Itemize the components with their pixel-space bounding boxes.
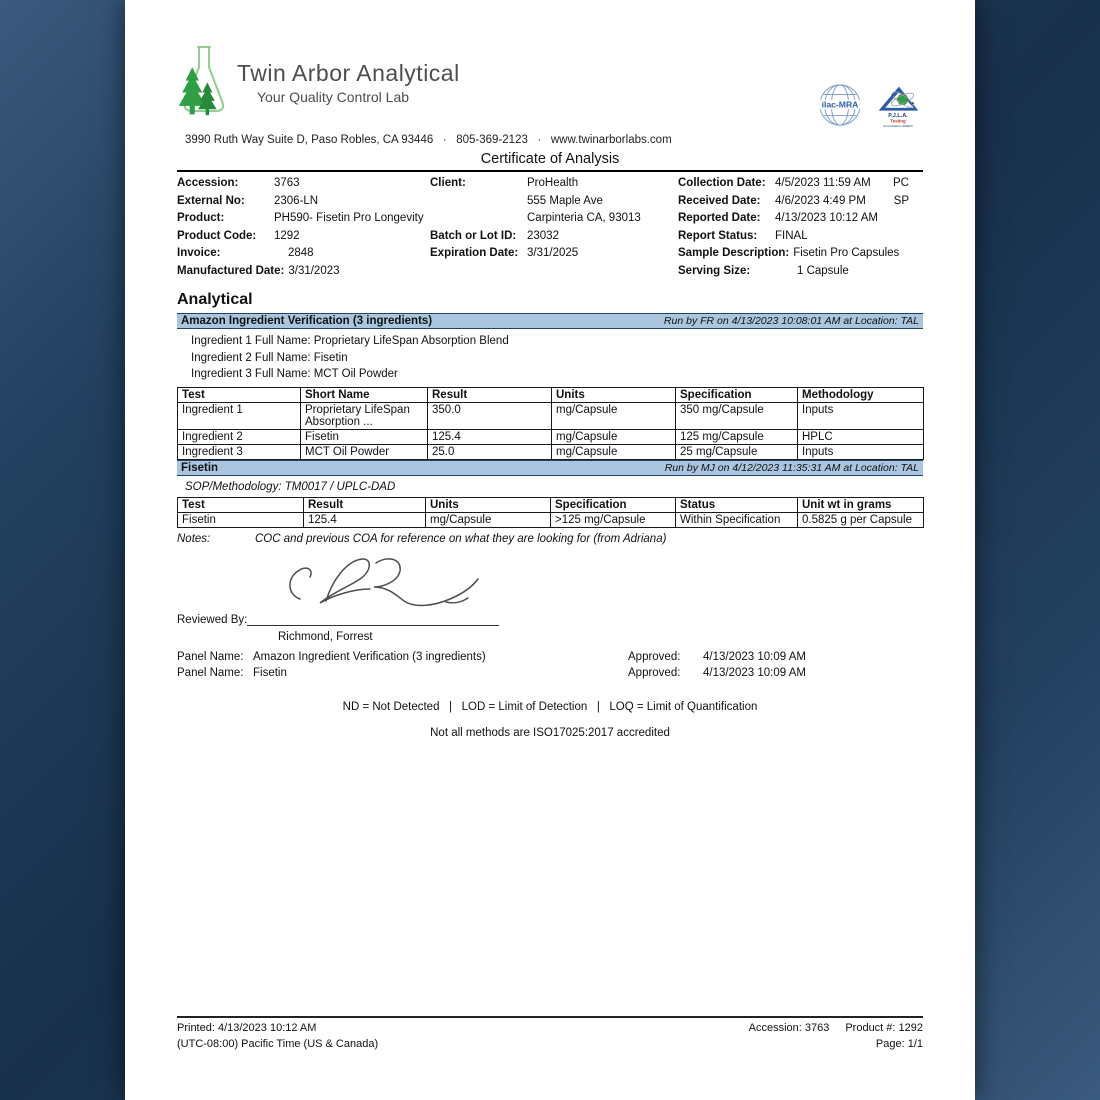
info-value: 4/13/2023 10:12 AM (775, 212, 878, 224)
cell: mg/Capsule (552, 429, 676, 444)
section-title: Amazon Ingredient Verification (3 ingredients) (181, 315, 433, 327)
info-label: External No: (177, 194, 245, 207)
company-name: Twin Arbor Analytical (237, 60, 460, 86)
info-row (678, 263, 925, 281)
info-column-2 (430, 175, 678, 280)
cell: mg/Capsule (426, 512, 551, 527)
lab-address: 3990 Ruth Way Suite D, Paso Robles, CA 93446 · 805-369-2123 · www.twinarborlabs.com (185, 134, 672, 146)
info-row (430, 193, 678, 211)
column-header: Specification (551, 497, 676, 512)
printed-timestamp: Printed: 4/13/2023 10:12 AM (177, 1022, 317, 1034)
info-label: Product Code: (177, 229, 257, 242)
info-row (177, 263, 430, 281)
cell: mg/Capsule (552, 402, 676, 429)
reviewed-by-label: Reviewed By: (177, 613, 248, 626)
ingredient-verification-table (177, 387, 924, 460)
cell: 125.4 (304, 512, 426, 527)
column-header: Specification (676, 387, 798, 402)
info-row (430, 245, 678, 263)
footer-page-number: Page: 1/1 (875, 1037, 923, 1050)
cell: MCT Oil Powder (301, 444, 428, 459)
ilac-mra-logo-icon (815, 82, 865, 128)
signature-image (265, 551, 495, 613)
info-value: 3/31/2023 (288, 264, 340, 277)
reviewer-name: Richmond, Forrest (278, 630, 373, 643)
cell: 350.0 (428, 402, 552, 429)
brand-text (237, 42, 460, 116)
section-bar-amazon-verification (177, 313, 923, 329)
footer-left (177, 1021, 378, 1052)
cell: >125 mg/Capsule (551, 512, 676, 527)
panel-name-label: Panel Name: (177, 667, 244, 679)
cell: 350 mg/Capsule (676, 402, 798, 429)
panel-row (177, 649, 923, 666)
document-page (125, 0, 975, 1100)
iso-accreditation-note: Not all methods are ISO17025:2017 accredited (430, 726, 670, 739)
cell: Inputs (798, 444, 924, 459)
notes-label: Notes: (177, 532, 211, 545)
info-value: ProHealth (527, 177, 579, 189)
panel-name-value: Fisetin (253, 667, 287, 679)
column-header: Test (178, 387, 301, 402)
info-value: Carpinteria CA, 93013 (527, 212, 641, 224)
section-bar-fisetin (177, 460, 923, 476)
info-label: Serving Size: (678, 264, 751, 277)
cell: Ingredient 3 (178, 444, 301, 459)
cell: 25.0 (428, 444, 552, 459)
info-label: Client: (430, 177, 466, 189)
panel-row (177, 665, 923, 682)
panel-approvals (177, 649, 923, 682)
info-value: 555 Maple Ave (527, 194, 603, 207)
info-value: 3763 (274, 177, 300, 189)
info-row (678, 228, 925, 246)
info-row (430, 210, 678, 228)
info-label: Accession: (177, 177, 239, 189)
column-header: Test (178, 497, 304, 512)
cell: Ingredient 2 (178, 429, 301, 444)
footer-accession: Accession: 3763 (748, 1022, 830, 1034)
footer-right (749, 1021, 923, 1052)
cell: Fisetin (301, 429, 428, 444)
approved-label: Approved: (628, 650, 681, 663)
review-block (177, 551, 923, 682)
page-footer (177, 1016, 923, 1052)
section-run-by: Run by MJ on 4/12/2023 11:35:31 AM at Location: TAL (664, 461, 919, 474)
cell: Inputs (798, 402, 924, 429)
info-value: 1292 (274, 229, 300, 242)
reviewed-by-row (177, 613, 923, 626)
info-label: Report Status: (678, 229, 758, 242)
info-label: Invoice: (177, 247, 221, 259)
info-label: Manufactured Date: (177, 264, 285, 277)
info-value: FINAL (775, 229, 808, 242)
info-value: 1 Capsule (797, 264, 849, 277)
info-column-1 (177, 175, 430, 280)
analytical-heading: Analytical (177, 291, 253, 308)
table-header-row (178, 387, 924, 402)
info-label: Sample Description: (678, 247, 790, 259)
info-row (430, 228, 678, 246)
panel-name-label: Panel Name: (177, 650, 244, 663)
info-label: Reported Date: (678, 212, 761, 224)
info-label: Collection Date: (678, 177, 766, 189)
sop-methodology: SOP/Methodology: TM0017 / UPLC-DAD (185, 480, 396, 493)
timezone-note: (UTC-08:00) Pacific Time (US & Canada) (177, 1037, 379, 1050)
info-row (177, 245, 430, 263)
table-row (178, 444, 924, 459)
info-value: 2848 (288, 247, 314, 259)
info-row (678, 210, 925, 228)
info-row (177, 193, 430, 211)
info-value: PH590- Fisetin Pro Longevity (274, 212, 424, 224)
column-header: Units (552, 387, 676, 402)
footer-product: Product #: 1292 (845, 1022, 923, 1034)
document-title: Certificate of Analysis (480, 151, 620, 167)
info-value: 4/5/2023 11:59 AM (775, 177, 871, 189)
table-header-row (178, 497, 924, 512)
pjla-accreditation-label: Accreditation #99823 (883, 124, 913, 129)
info-row (177, 210, 430, 228)
cell: mg/Capsule (552, 444, 676, 459)
approved-date: 4/13/2023 10:09 AM (703, 650, 806, 663)
cell: Ingredient 1 (178, 402, 301, 429)
cell: Fisetin (178, 512, 304, 527)
sample-info-grid (177, 172, 923, 280)
info-value: 4/6/2023 4:49 PM (775, 194, 866, 207)
info-extra: PC (893, 177, 909, 189)
column-header: Short Name (301, 387, 428, 402)
table-row (178, 512, 924, 527)
company-tagline: Your Quality Control Lab (257, 89, 410, 105)
ingredient-line: Ingredient 3 Full Name: MCT Oil Powder (191, 368, 398, 380)
accreditation-logos (815, 82, 923, 130)
info-row (678, 245, 925, 263)
pjla-name-label: P.J.L.A. (888, 113, 908, 120)
flask-trees-logo-icon (177, 42, 231, 116)
info-label: Product: (177, 212, 225, 224)
info-row (177, 175, 430, 193)
cell: 25 mg/Capsule (676, 444, 798, 459)
info-label (430, 210, 527, 228)
approved-label: Approved: (628, 667, 681, 679)
cell: Within Specification (676, 512, 798, 527)
info-value: 2306-LN (274, 194, 319, 207)
column-header: Unit wt in grams (798, 497, 924, 512)
table-row (178, 402, 924, 429)
info-column-3 (678, 175, 925, 280)
cell: Proprietary LifeSpan Absorption ... (301, 402, 428, 429)
column-header: Result (428, 387, 552, 402)
header (177, 0, 923, 130)
ingredient-full-names (177, 329, 923, 387)
table-row (178, 429, 924, 444)
ingredient-line: Ingredient 2 Full Name: Fisetin (191, 351, 348, 364)
column-header: Status (676, 497, 798, 512)
fisetin-result-table (177, 497, 924, 528)
cell: HPLC (798, 429, 924, 444)
notes-row (177, 533, 923, 545)
column-header: Result (304, 497, 426, 512)
info-label: Received Date: (678, 194, 761, 207)
panel-name-value: Amazon Ingredient Verification (3 ingredients) (253, 650, 486, 663)
detection-legend: ND = Not Detected | LOD = Limit of Detection | LOQ = Limit of Quantification (342, 700, 758, 713)
info-row (177, 228, 430, 246)
pjla-logo-icon (873, 82, 923, 130)
info-label (430, 193, 527, 211)
section-title: Fisetin (181, 461, 219, 474)
ingredient-line: Ingredient 1 Full Name: Proprietary LifeSpan Absorption Blend (191, 335, 509, 347)
cell: 0.5825 g per Capsule (798, 512, 924, 527)
brand-block (177, 42, 460, 116)
column-header: Units (426, 497, 551, 512)
approved-date: 4/13/2023 10:09 AM (703, 667, 806, 679)
document-content (125, 0, 975, 1100)
info-value: 23032 (527, 229, 559, 242)
info-label: Expiration Date: (430, 247, 519, 259)
info-row (430, 175, 678, 193)
cell: 125 mg/Capsule (676, 429, 798, 444)
column-header: Methodology (798, 387, 924, 402)
pjla-testing-label: Testing (890, 118, 906, 124)
info-value: 3/31/2025 (527, 247, 579, 259)
info-value: Fisetin Pro Capsules (793, 247, 900, 259)
section-run-by: Run by FR on 4/13/2023 10:08:01 AM at Location: TAL (663, 315, 919, 327)
ilac-mra-label: ilac-MRA (821, 99, 859, 110)
footer-ids (749, 1021, 923, 1037)
info-extra: SP (893, 194, 909, 207)
notes-text: COC and previous COA for reference on what they are looking for (from Adriana) (255, 532, 667, 545)
info-row (678, 175, 925, 193)
info-row (678, 193, 925, 211)
cell: 125.4 (428, 429, 552, 444)
info-label: Batch or Lot ID: (430, 229, 517, 242)
signature-line (247, 613, 499, 626)
